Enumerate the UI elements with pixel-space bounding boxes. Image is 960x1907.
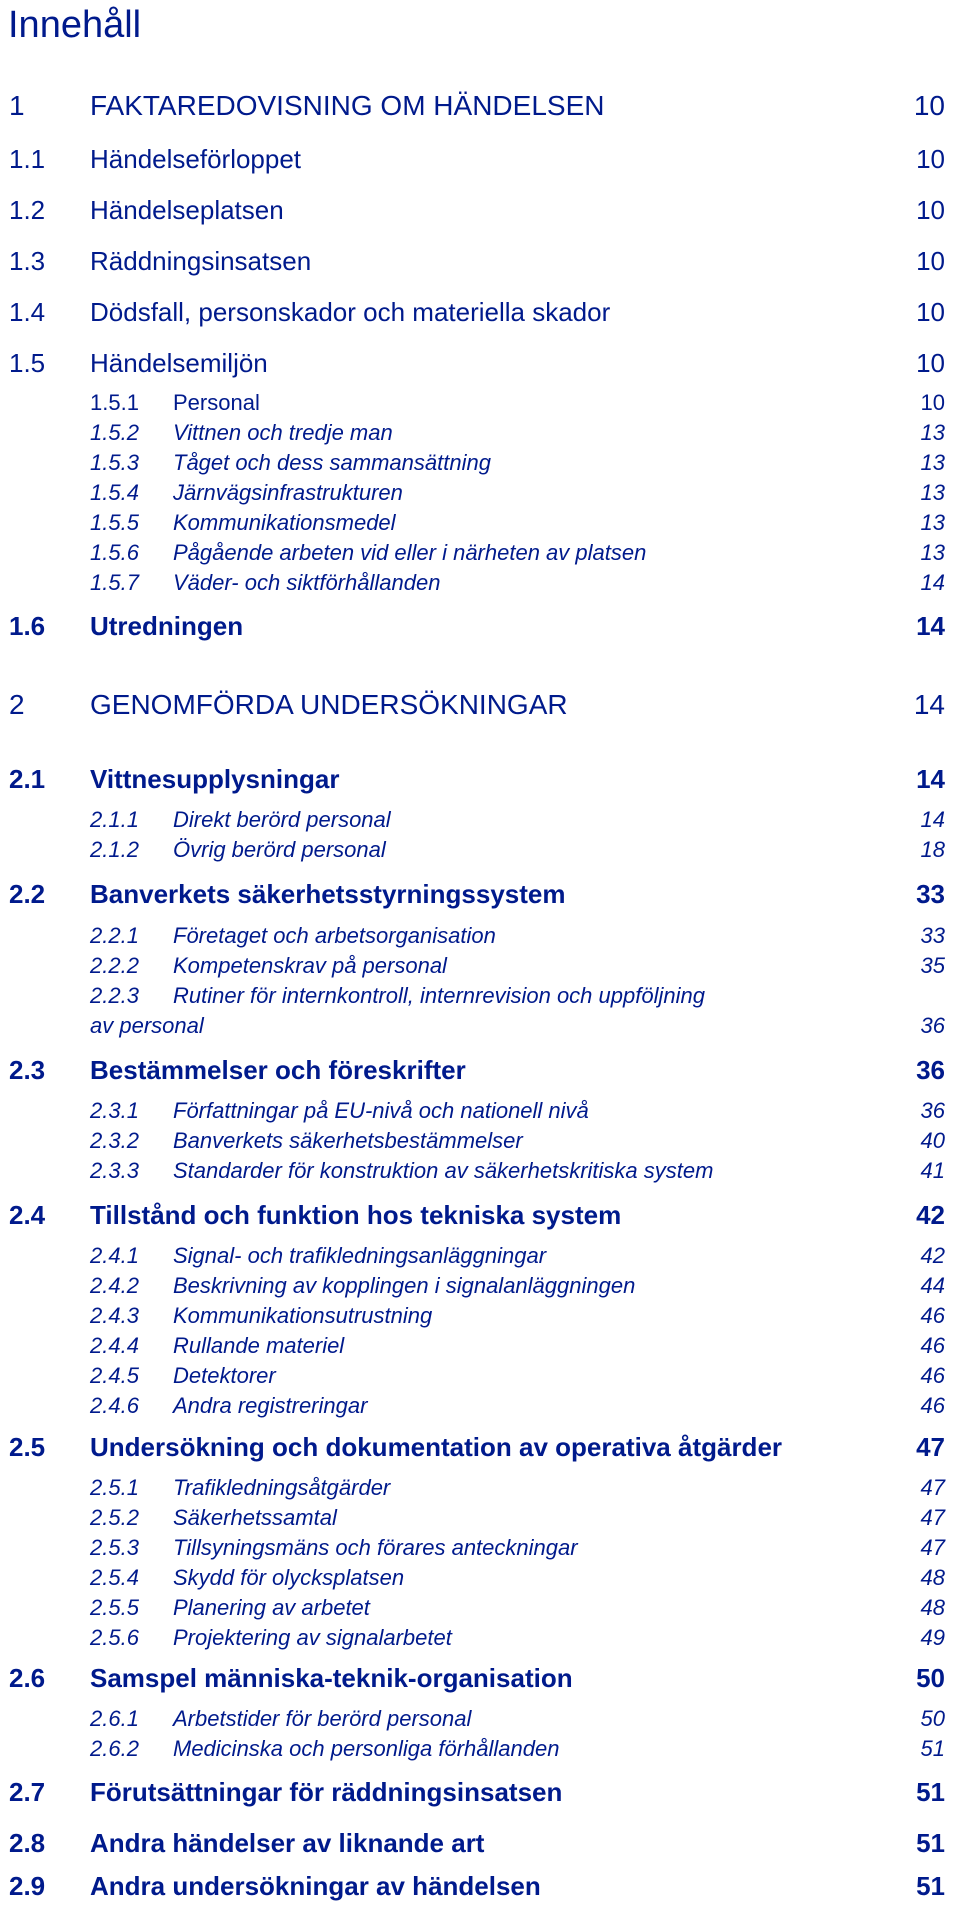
entry-page: 42 xyxy=(916,1200,945,1230)
entry-number: 2.5.6 xyxy=(90,1625,139,1650)
entry-title: Direkt berörd personal xyxy=(173,807,391,832)
entry-page: 10 xyxy=(916,195,945,225)
entry-number: 2.5.2 xyxy=(90,1505,139,1530)
entry-page: 40 xyxy=(920,1128,945,1153)
entry-page: 13 xyxy=(920,540,945,565)
entry-page: 46 xyxy=(920,1333,945,1358)
entry-page: 51 xyxy=(916,1871,945,1901)
entry-page: 49 xyxy=(920,1625,945,1650)
entry-page: 13 xyxy=(920,510,945,535)
entry-page: 36 xyxy=(920,1098,945,1123)
entry-number: 2.6.1 xyxy=(90,1706,139,1731)
entry-number: 2.4.2 xyxy=(90,1273,139,1298)
entry-number: 2.4.1 xyxy=(90,1243,139,1268)
entry-number: 2.4.3 xyxy=(90,1303,139,1328)
entry-title: Kommunikationsutrustning xyxy=(173,1303,433,1328)
entry-page: 50 xyxy=(920,1706,945,1731)
entry-number: 2.4.4 xyxy=(90,1333,139,1358)
entry-number: 2.8 xyxy=(9,1828,46,1858)
entry-number: 2.2.1 xyxy=(90,923,139,948)
entry-number: 2.7 xyxy=(9,1777,46,1807)
entry-number: 1.4 xyxy=(9,297,46,327)
entry-title: Undersökning och dokumentation av operativa åtgärder xyxy=(90,1432,783,1462)
entry-number: 1.5.7 xyxy=(90,570,139,595)
entry-title-continued: av personal xyxy=(90,1013,204,1038)
entry-number: 2.5.1 xyxy=(90,1475,139,1500)
entry-number: 2.3.1 xyxy=(90,1098,139,1123)
entry-title: Standarder för konstruktion av säkerhetskritiska system xyxy=(173,1158,714,1183)
entry-title: Medicinska och personliga förhållanden xyxy=(173,1736,560,1761)
entry-title: Skydd för olycksplatsen xyxy=(173,1565,405,1590)
entry-page: 48 xyxy=(920,1565,945,1590)
entry-number: 2.5.5 xyxy=(90,1595,139,1620)
entry-page: 10 xyxy=(920,390,945,415)
entry-title: Kompetenskrav på personal xyxy=(173,953,447,978)
entry-page: 10 xyxy=(916,297,945,327)
entry-title: Rullande materiel xyxy=(173,1333,345,1358)
entry-page: 48 xyxy=(920,1595,945,1620)
entry-number: 2.1.2 xyxy=(90,837,139,862)
entry-page: 51 xyxy=(916,1828,945,1858)
entry-page: 46 xyxy=(920,1393,945,1418)
entry-page: 13 xyxy=(920,420,945,445)
entry-title: Händelsemiljön xyxy=(90,348,268,378)
entry-title: Tillstånd och funktion hos tekniska system xyxy=(90,1200,622,1230)
entry-title: Andra händelser av liknande art xyxy=(90,1828,485,1858)
entry-page: 47 xyxy=(920,1535,945,1560)
entry-page: 51 xyxy=(916,1777,945,1807)
entry-title: Vittnen och tredje man xyxy=(173,420,393,445)
entry-page: 36 xyxy=(916,1055,945,1085)
entry-page: 46 xyxy=(920,1363,945,1388)
entry-title: Samspel människa-teknik-organisation xyxy=(90,1663,573,1693)
entry-page: 33 xyxy=(920,923,945,948)
entry-number: 2.3.2 xyxy=(90,1128,139,1153)
entry-number: 1.5.5 xyxy=(90,510,139,535)
entry-number: 2.3.3 xyxy=(90,1158,139,1183)
entry-title: Andra undersökningar av händelsen xyxy=(90,1871,541,1901)
entry-page: 46 xyxy=(920,1303,945,1328)
entry-title: Pågående arbeten vid eller i närheten av platsen xyxy=(173,540,647,565)
entry-number: 1.5 xyxy=(9,348,46,378)
entry-title: FAKTAREDOVISNING OM HÄNDELSEN xyxy=(90,90,605,121)
entry-number: 2 xyxy=(9,689,25,720)
entry-number: 2.4 xyxy=(9,1200,46,1230)
entry-page: 42 xyxy=(920,1243,945,1268)
entry-number: 2.1.1 xyxy=(90,807,139,832)
entry-page: 47 xyxy=(916,1432,945,1462)
entry-number: 2.4.5 xyxy=(90,1363,139,1388)
entry-page: 14 xyxy=(920,570,945,595)
entry-number: 2.2.3 xyxy=(90,983,139,1008)
entry-page: 47 xyxy=(920,1505,945,1530)
toc-title: Innehåll xyxy=(8,4,142,46)
entry-page: 13 xyxy=(920,480,945,505)
entry-number: 2.6 xyxy=(9,1663,46,1693)
entry-title: Kommunikationsmedel xyxy=(173,510,396,535)
entry-number: 2.2.2 xyxy=(90,953,139,978)
entry-title: Förutsättningar för räddningsinsatsen xyxy=(90,1777,563,1807)
entry-title: Händelseplatsen xyxy=(90,195,284,225)
entry-page: 41 xyxy=(920,1158,945,1183)
entry-number: 2.4.6 xyxy=(90,1393,139,1418)
entry-page: 14 xyxy=(916,611,945,641)
entry-page: 33 xyxy=(916,879,945,909)
entry-title: Vittnesupplysningar xyxy=(90,764,340,794)
entry-number: 2.2 xyxy=(9,879,46,909)
entry-page: 36 xyxy=(920,1013,945,1038)
entry-title: Andra registreringar xyxy=(173,1393,368,1418)
entry-page: 50 xyxy=(916,1663,945,1693)
entry-title: Bestämmelser och föreskrifter xyxy=(90,1055,466,1085)
entry-page: 51 xyxy=(920,1736,945,1761)
entry-number: 1.5.6 xyxy=(90,540,139,565)
entry-title: Projektering av signalarbetet xyxy=(173,1625,452,1650)
entry-number: 2.9 xyxy=(9,1871,46,1901)
entry-page: 14 xyxy=(920,807,945,832)
entry-page: 14 xyxy=(913,689,945,720)
entry-title: Författningar på EU-nivå och nationell nivå xyxy=(173,1098,589,1123)
entry-title: Detektorer xyxy=(173,1363,276,1388)
entry-page: 44 xyxy=(920,1273,945,1298)
entry-title: Övrig berörd personal xyxy=(173,837,386,862)
entry-number: 1.2 xyxy=(9,195,46,225)
entry-title: Tåget och dess sammansättning xyxy=(173,450,491,475)
entry-number: 1.5.4 xyxy=(90,480,139,505)
entry-number: 1.5.1 xyxy=(90,390,139,415)
entry-title: Tillsyningsmäns och förares anteckningar xyxy=(173,1535,578,1560)
entry-title: Räddningsinsatsen xyxy=(90,246,312,276)
entry-page: 18 xyxy=(920,837,945,862)
entry-number: 2.5 xyxy=(9,1432,46,1462)
entry-number: 1.3 xyxy=(9,246,46,276)
entry-title: Personal xyxy=(173,390,260,415)
entry-number: 1.6 xyxy=(9,611,46,641)
entry-page: 10 xyxy=(913,90,945,121)
entry-page: 13 xyxy=(920,450,945,475)
entry-title: Utredningen xyxy=(90,611,244,641)
entry-number: 1.5.3 xyxy=(90,450,139,475)
entry-page: 10 xyxy=(916,246,945,276)
entry-title: GENOMFÖRDA UNDERSÖKNINGAR xyxy=(90,689,568,720)
entry-page: 35 xyxy=(920,953,945,978)
entry-number: 1.5.2 xyxy=(90,420,139,445)
entry-title: Banverkets säkerhetsstyrningssystem xyxy=(90,879,566,909)
entry-page: 10 xyxy=(916,144,945,174)
entry-title: Företaget och arbetsorganisation xyxy=(173,923,496,948)
entry-title: Rutiner för internkontroll, internrevision och uppföljning xyxy=(173,983,705,1008)
entry-title: Järnvägsinfrastrukturen xyxy=(173,480,403,505)
entry-title: Dödsfall, personskador och materiella skador xyxy=(90,297,611,327)
entry-title: Väder- och siktförhållanden xyxy=(173,570,441,595)
entry-page: 47 xyxy=(920,1475,945,1500)
entry-number: 2.5.4 xyxy=(90,1565,139,1590)
entry-number: 2.5.3 xyxy=(90,1535,139,1560)
entry-title: Signal- och trafikledningsanläggningar xyxy=(173,1243,547,1268)
entry-title: Planering av arbetet xyxy=(173,1595,370,1620)
entry-number: 2.3 xyxy=(9,1055,46,1085)
entry-number: 1 xyxy=(9,90,25,121)
entry-title: Trafikledningsåtgärder xyxy=(173,1475,391,1500)
entry-number: 1.1 xyxy=(9,144,46,174)
entry-title: Händelseförloppet xyxy=(90,144,302,174)
entry-title: Beskrivning av kopplingen i signalanläggningen xyxy=(173,1273,636,1298)
entry-title: Säkerhetssamtal xyxy=(173,1505,337,1530)
entry-title: Banverkets säkerhetsbestämmelser xyxy=(173,1128,523,1153)
entry-page: 14 xyxy=(916,764,945,794)
entry-number: 2.6.2 xyxy=(90,1736,139,1761)
entry-number: 2.1 xyxy=(9,764,46,794)
entry-page: 10 xyxy=(916,348,945,378)
entry-title: Arbetstider för berörd personal xyxy=(173,1706,472,1731)
